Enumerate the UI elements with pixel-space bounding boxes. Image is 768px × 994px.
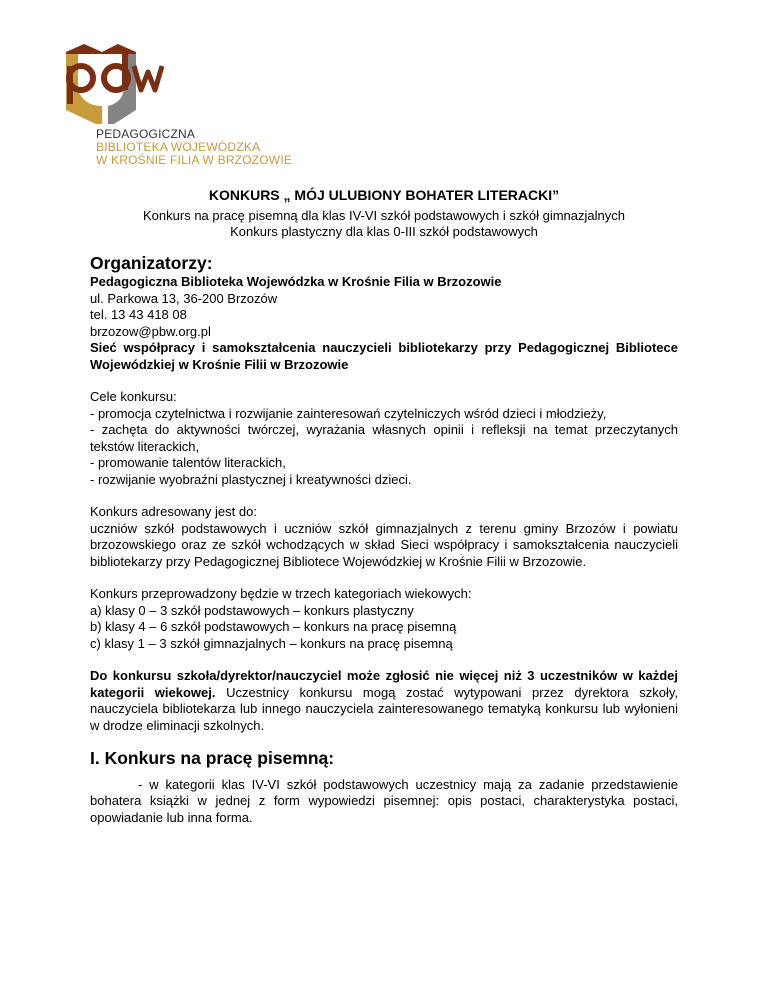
org-line-2: BIBLIOTEKA WOJEWÓDZKA [96,140,261,154]
category-item: b) klasy 4 – 6 szkół podstawowych – konkurs na pracę pisemną [90,619,457,634]
org-line-1: PEDAGOGICZNA [96,127,196,141]
organizer-address: ul. Parkowa 13, 36-200 Brzozów [90,290,278,306]
org-line-3: W KROŚNIE FILIA W BRZOZOWIE [96,153,293,167]
category-item: a) klasy 0 – 3 szkół podstawowych – konkurs plastyczny [90,602,414,618]
owl-logo-icon [62,40,172,125]
organizer-network: Sieć współpracy i samokształcenia nauczycieli bibliotekarzy przy Pedagogicznej Bibliotece Wojewódzkiej w Krośnie Filii w Brzozowie [90,340,678,372]
organizers-heading: Organizatorzy: [90,252,213,273]
organization-header [96,128,292,167]
rules-paragraph [90,668,678,734]
goal-item: - rozwijanie wyobraźni plastycznej i kreatywności dzieci. [90,471,412,487]
audience-heading: Konkurs adresowany jest do: [90,504,257,519]
organizer-name: Pedagogiczna Biblioteka Wojewódzka w Krośnie Filia w Brzozowie [90,274,502,289]
audience-text: uczniów szkół podstawowych i uczniów szkół gimnazjalnych z terenu gminy Brzozów i powiatu brzozowskiego oraz ze szkół wchodzących w skład Sieci współpracy i samokształcenia nauczycieli bibliotekarzy przy Pedagogicznej Bibliotece Wojewódzkiej w Krośnie Filii w Brzozowie. [90,520,678,569]
page-title: KONKURS „ MÓJ ULUBIONY BOHATER LITERACKI” [208,187,560,203]
subtitle-art: Konkurs plastyczny dla klas 0-III szkół podstawowych [230,224,538,239]
rules-normal: Uczestnicy konkursu mogą zostać wytypowani przez dyrektora szkoły, nauczyciela bibliotekarza lub innego nauczyciela zainteresowanego tematyką konkursu lub wyłonieni w drodze eliminacji szkolnych. [90,684,678,733]
subtitle-writing: Konkurs na pracę pisemną dla klas IV-VI szkół podstawowych i szkół gimnazjalnych [143,207,625,223]
rules-bold: Do konkursu szkoła/dyrektor/nauczyciel może zgłosić nie więcej niż 3 uczestników w każdej kategorii wiekowej. [90,668,678,700]
section1-heading: I. Konkurs na pracę pisemną: [90,748,335,768]
goal-item: - promocja czytelnictwa i rozwijanie zainteresowań czytelniczych wśród dzieci i młodzieży, [90,405,607,421]
goal-item: - promowanie talentów literackich, [90,455,286,470]
organizer-phone: tel. 13 43 418 08 [90,307,187,322]
section1-text: - w kategorii klas IV-VI szkół podstawowych uczestnicy mają za zadanie przedstawienie bohatera książki w jednej z form wypowiedzi pisemnej: opis postaci, charakterystyka postaci, opowiadanie lub inna forma. [90,776,678,825]
organizer-email[interactable]: brzozow@pbw.org.pl [90,323,211,339]
goals-heading: Cele konkursu: [90,389,177,404]
categories-heading: Konkurs przeprowadzony będzie w trzech kategoriach wiekowych: [90,586,472,601]
goal-item: - zachęta do aktywności twórczej, wyrażania własnych opinii i refleksji na temat przeczytanych tekstów literackich, [90,422,678,454]
category-item: c) klasy 1 – 3 szkół gimnazjalnych – konkurs na pracę pisemną [90,635,453,651]
pbw-logo [62,40,172,125]
document-body [90,187,678,826]
